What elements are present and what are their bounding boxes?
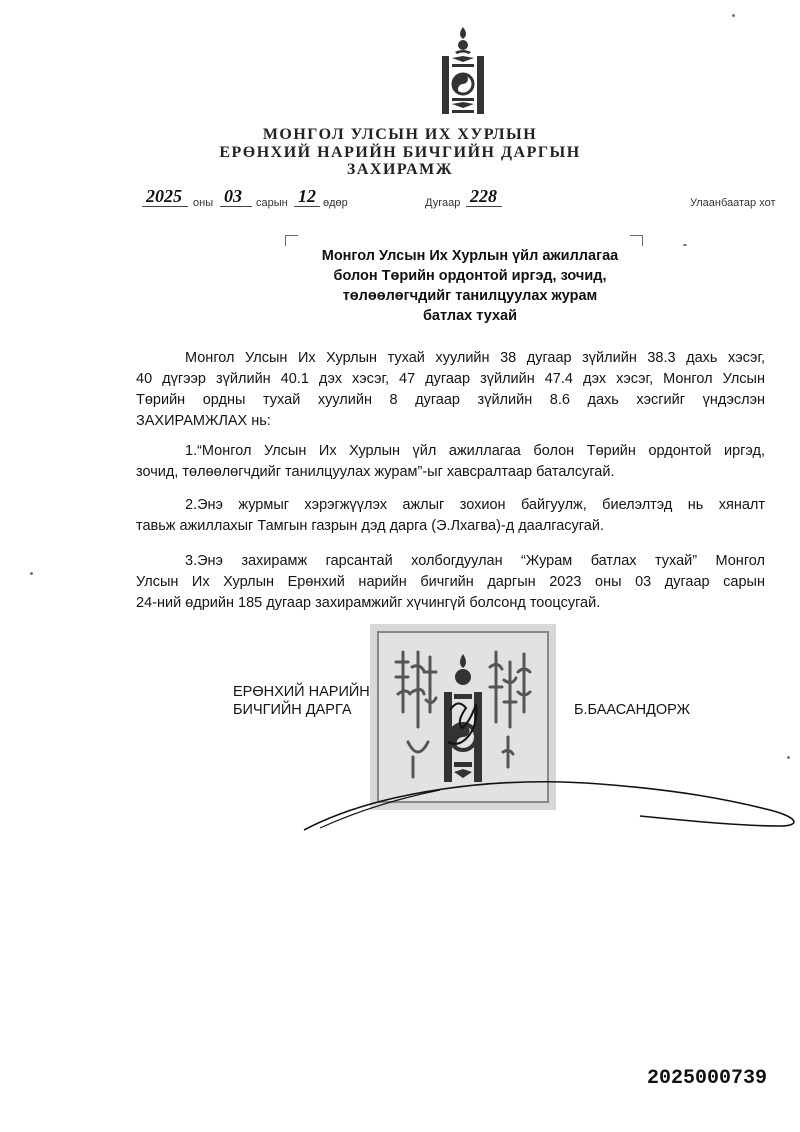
item-line: 24-ний өдрийн 185 дугаар захирамжийг хүчингүй болсонд тооцсугай. [136, 595, 601, 611]
item-line: зочид, төлөөлөгчдийг танилцуулах журам”-ыг хавсралтаар баталсугай. [136, 464, 615, 480]
signer-position-line1: ЕРӨНХИЙ НАРИЙН [233, 684, 370, 700]
item-line: тавьж ажиллахыг Тамгын газрын дэд дарга (Э.Лхагва)-д даалгасугай. [136, 518, 604, 534]
title-corner-left [285, 235, 298, 246]
item-2 [185, 495, 765, 516]
scan-speck [30, 572, 33, 575]
institution-name-line1: МОНГОЛ УЛСЫН ИХ ХУРЛЫН [262, 126, 538, 143]
scan-speck [732, 14, 735, 17]
scan-speck [683, 244, 687, 246]
item-1-cont [136, 462, 765, 483]
title-line2: болон Төрийн ордонтой иргэд, зочид, [333, 268, 607, 284]
title-corner-right [630, 235, 643, 246]
title-line3: төлөөлөгчдийг танилцуулах журам [342, 288, 598, 304]
signer-name: Б.БААСАНДОРЖ [574, 702, 691, 718]
date-month: 03 [224, 186, 242, 206]
date-year-label: оны [193, 197, 214, 209]
document-number-handwritten: 228 [470, 186, 497, 206]
signer-position-line2: БИЧГИЙН ДАРГА [233, 702, 352, 718]
date-year: 2025 [146, 186, 182, 206]
title-line4: батлах тухай [422, 308, 518, 324]
item-line: 3.Энэ захирамж гарсантай холбогдуулан “Журам батлах тухай” Монгол [185, 553, 765, 569]
institution-name-line2: ЕРӨНХИЙ НАРИЙН БИЧГИЙН ДАРГЫН [219, 144, 581, 161]
item-line: 2.Энэ журмыг хэрэгжүүлэх ажлыг зохион байгуулж, биелэлтэд нь хяналт [185, 497, 765, 513]
date-day: 12 [298, 186, 316, 206]
preamble-line: Төрийн ордны тухай хуулийн 8 дугаар зүйлийн 8.6 дахь хэсгийг үндэслэн [136, 392, 765, 408]
item-3 [185, 551, 765, 572]
state-emblem-icon [438, 26, 488, 118]
preamble-line: ЗАХИРАМЖЛАХ нь: [136, 413, 271, 429]
handwritten-signature [300, 680, 800, 880]
preamble-cont [136, 369, 765, 432]
item-2-cont [136, 516, 765, 537]
item-1 [185, 441, 765, 462]
item-line: Улсын Их Хурлын Ерөнхий нарийн бичгийн даргын 2023 оны 03 дугаар сарын [136, 574, 765, 590]
document-type: ЗАХИРАМЖ [346, 161, 454, 178]
preamble [185, 348, 765, 369]
document-registration-number: 2025000739 [647, 1067, 768, 1090]
title-line1: Монгол Улсын Их Хурлын үйл ажиллагаа [321, 248, 619, 264]
scan-speck [787, 756, 790, 759]
preamble-line: Монгол Улсын Их Хурлын тухай хуулийн 38 дугаар зүйлийн 38.3 дахь хэсэг, [185, 350, 765, 366]
city: Улаанбаатар хот [690, 197, 776, 209]
date-month-label: сарын [256, 197, 288, 209]
preamble-line: 40 дүгээр зүйлийн 40.1 дэх хэсэг, 47 дугаар зүйлийн 47.4 дэх хэсэг, Монгол Улсын [136, 371, 765, 387]
item-line: 1.“Монгол Улсын Их Хурлын үйл ажиллагаа болон Төрийн ордонтой иргэд, [185, 443, 765, 459]
date-day-label: өдөр [323, 197, 348, 209]
number-label: Дугаар [425, 197, 461, 209]
item-3-cont [136, 572, 765, 614]
